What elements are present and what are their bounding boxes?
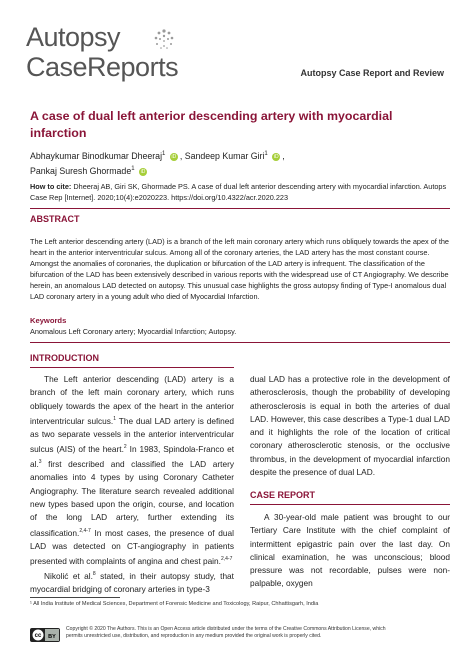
orcid-icon[interactable]: iD (140, 168, 146, 175)
author-name: Sandeep Kumar Giri (184, 150, 265, 161)
cite-text[interactable]: Dheeraj AB, Giri SK, Ghormade PS. A case of dual left anterior descending artery with myocardial infarction. Autops Case Rep [Internet]. 2020;10(4):e2020223. https://doi.org/10.4322/acr.2020.223 (30, 182, 447, 202)
introduction-heading: INTRODUCTION (30, 353, 99, 363)
introduction-left-column (30, 373, 234, 596)
author-separator: , (282, 150, 285, 161)
intro-text: In most cases, the presence of dual LAD was detected on CT-angiography in patients presented with complaints of angina and chest pain. (30, 527, 234, 566)
case-report-column (250, 511, 450, 591)
article-title: A case of dual left anterior descending artery with myocardial infarction (30, 109, 393, 140)
abstract-bottom-rule (30, 342, 450, 343)
citation-ref[interactable]: 3 (38, 459, 42, 466)
orcid-icon[interactable]: iD (171, 153, 177, 160)
abstract-top-rule (30, 208, 450, 209)
abstract-text: The Left anterior descending artery (LAD) is a branch of the left main coronary artery which runs obliquely towards the apex of the heart in the anterior interventricular sulcus. Among all of the coronary arteries, the LAD artery has the most constant course. Amongst the anomalies of coronaries, the duplication or bifurcation of the LAD artery is infrequent. The classification of the bifurcation of the LAD has been extensively described in various reports with the widespread use of CT Angiography. We describe herein, an anomalous LAD detected on autopsy. This unusual case highlights the gross autopsy finding of Type-I anomalous dual LAD coronary artery in a young adult who died of Myocardial Infarction. (30, 237, 449, 301)
logo-mark-icon (152, 28, 176, 52)
introduction-right-column (250, 373, 450, 479)
affiliation-marker: 1 (162, 151, 166, 157)
author-list (30, 148, 450, 178)
cc-badge-by-text: BY (48, 634, 56, 640)
introduction-rule (30, 367, 234, 368)
cc-license-badge[interactable] (30, 628, 60, 642)
intro-text: The Left anterior descending (LAD) artery is a branch of the left main coronary artery, which runs obliquely towards the apex of the heart in the anterior interventricular sulcus. (30, 374, 234, 426)
author-name: Pankaj Suresh Ghormade (30, 165, 132, 176)
citation-ref[interactable]: 2,4-7 (220, 555, 233, 562)
abstract-heading: ABSTRACT (30, 214, 80, 224)
citation-ref[interactable]: 2 (123, 444, 127, 451)
introduction-paragraph (30, 568, 234, 596)
cc-badge-text: cc (34, 633, 42, 640)
copyright-notice: Copyright © 2020 The Authors. This is an Open Access article distributed under the terms of the Creative Commons Attribution License, which permits unrestricted use, distribution, and reproduction in any medium provided the original work is properly cited. (66, 626, 386, 639)
citation-ref[interactable]: 8 (92, 570, 96, 577)
journal-logo (26, 22, 179, 88)
intro-text: first described and classified the LAD artery anomalies into 4 types by using Coronary Catheter Angiography. The literature search revealed additional new types based upon the origin, course, and location of the long LAD artery, further extending its classification. (30, 459, 234, 538)
case-report-rule (250, 504, 450, 505)
introduction-paragraph (30, 373, 234, 568)
affiliation-marker: 1 (264, 151, 268, 157)
intro-text: The dual LAD artery is defined as two separate vessels in the anterior interventricular sulcus (AIS) of the heart. (30, 415, 234, 455)
intro-text: In 1983, Spindola-Franco et al. (30, 444, 235, 470)
affiliation-footnote: ¹ All India Institute of Medical Sciences, Department of Forensic Medicine and Toxicology, Raipur, Chhattisgarh, India (30, 601, 319, 607)
footnote-rule (30, 597, 120, 598)
affiliation-marker: 1 (131, 165, 135, 172)
intro-text: stated, in their autopsy study, that myocardial bridging of coronary arteries in type-3 (30, 570, 234, 595)
logo-line1: Autopsy (26, 22, 121, 52)
introduction-paragraph: dual LAD has a protective role in the development of atherosclerosis, though the probability of developing atherosclerosis is equal in both the arteries of dual LAD. However, this case describes a Type-1 dual LAD and it highlights the role of the location of critical coronary atherosclerotic stenosis, or the occlusive thrombus, in the development of myocardial infarction despite the presence of dual LAD. (250, 374, 450, 478)
case-report-paragraph: A 30-year-old male patient was brought to our Tertiary Care Institute with the chief complaint of intermittent epigastric pain over the last day. On clinical examination, he was unconscious; blood pressure was not recordable, pulses were non-palpable, oxygen (250, 512, 450, 589)
case-report-heading: CASE REPORT (250, 490, 316, 500)
journal-section-header: Autopsy Case Report and Review (300, 68, 444, 78)
orcid-icon[interactable]: iD (273, 153, 279, 160)
logo-line2: CaseReports (26, 52, 179, 82)
author-name: Abhaykumar Binodkumar Dheeraj (30, 150, 163, 161)
cite-label: How to cite: (30, 182, 72, 191)
how-to-cite (30, 181, 450, 203)
author-separator: , (179, 150, 185, 161)
cc-by-icon (30, 628, 60, 642)
keywords-heading: Keywords (30, 316, 67, 325)
citation-ref[interactable]: 1 (113, 415, 116, 422)
intro-text: Nikolić et al. (44, 570, 93, 581)
keywords-text: Anomalous Left Coronary artery; Myocardial Infarction; Autopsy. (30, 327, 237, 336)
citation-ref[interactable]: 2,4-7 (79, 527, 91, 534)
